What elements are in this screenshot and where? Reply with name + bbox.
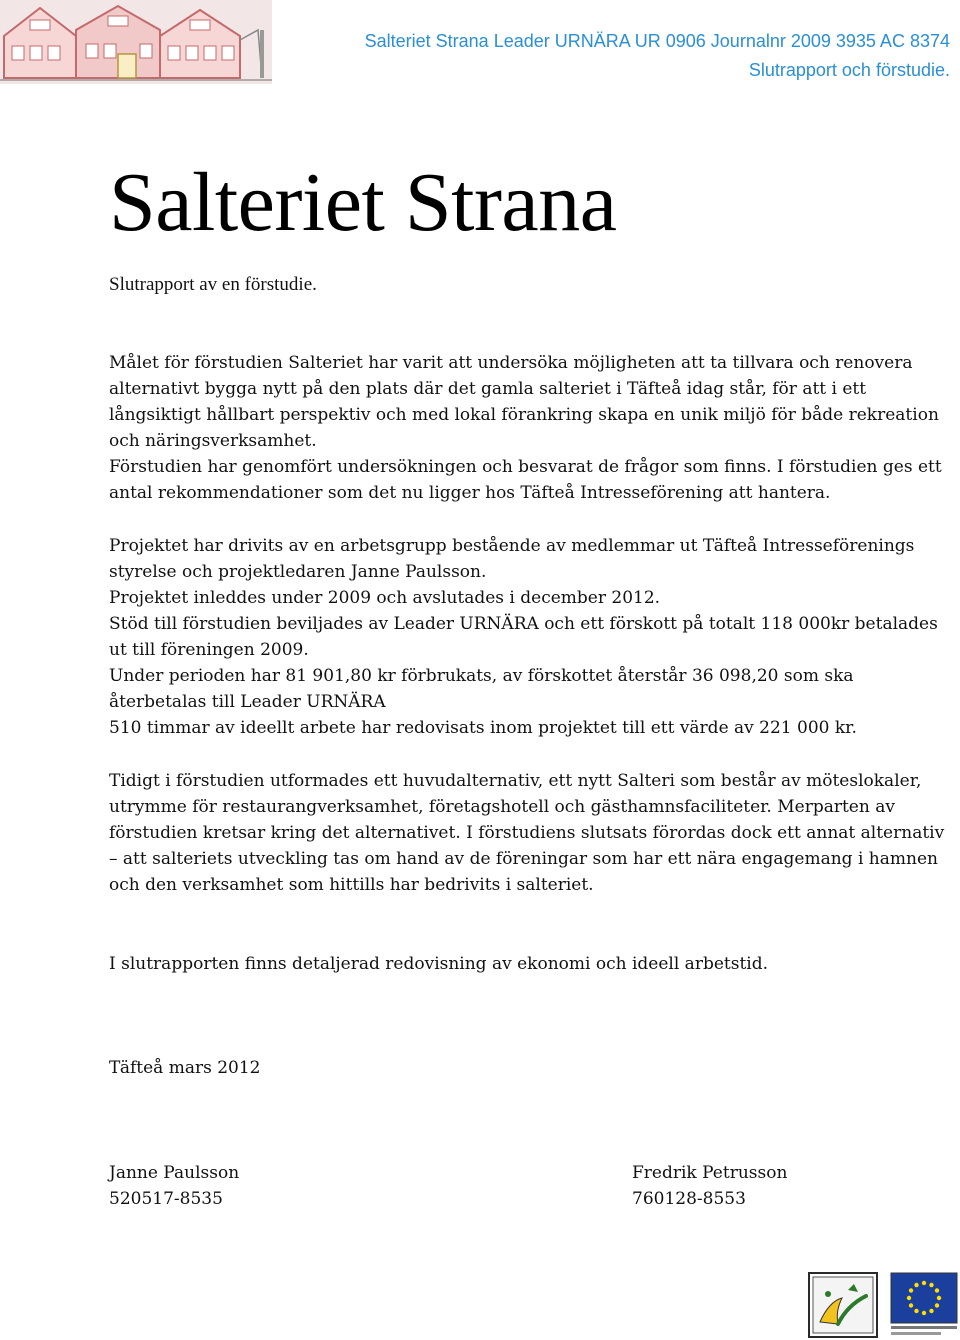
signatory-id: 520517-8535 — [109, 1189, 223, 1209]
signatory-name: Janne Paulsson — [109, 1163, 240, 1183]
paragraph-goal — [109, 350, 959, 506]
text-line: Förstudien har genomfört undersökningen och besvarat de frågor som finns. I förstudien ges ett — [109, 457, 942, 477]
eu-star-icon — [909, 1288, 913, 1292]
text-line: långsiktigt hållbart perspektiv och med lokal förankring skapa en unik miljö för både rekreation — [109, 405, 939, 425]
text-line: Under perioden har 81 901,80 kr förbrukats, av förskottet återstår 36 098,20 som ska — [109, 666, 854, 686]
signatory-name: Fredrik Petrusson — [632, 1163, 788, 1183]
text-line: Projektet har drivits av en arbetsgrupp bestående av medlemmar ut Täfteå Intresseförenings — [109, 536, 915, 556]
text-line: – att salteriets utveckling tas om hand av de föreningar som har ett nära engagemang i hamnen — [109, 849, 938, 869]
eu-star-icon — [929, 1309, 933, 1313]
eu-flag-logo-icon — [890, 1272, 958, 1338]
header-report-type: Slutrapport och förstudie. — [748, 60, 950, 80]
text-line: Täfteå mars 2012 — [109, 1058, 261, 1078]
text-line: antal rekommendationer som det nu ligger hos Täfteå Intresseförening att hantera. — [109, 483, 831, 503]
eu-star-icon — [922, 1281, 926, 1285]
text-line: 510 timmar av ideellt arbete har redovisats inom projektet till ett värde av 221 000 kr. — [109, 718, 857, 738]
leader-logo-icon — [808, 1272, 878, 1338]
paragraph-project — [109, 533, 959, 741]
text-line: I slutrapporten finns detaljerad redovisning av ekonomi och ideell arbetstid. — [109, 954, 768, 974]
text-line: styrelse och projektledaren Janne Paulsson. — [109, 562, 487, 582]
text-line: Stöd till förstudien beviljades av Leader URNÄRA och ett förskott på totalt 118 000kr betalades — [109, 614, 938, 634]
eu-star-icon — [935, 1288, 939, 1292]
header-reference-line: Salteriet Strana Leader URNÄRA UR 0906 Journalnr 2009 3935 AC 8374 — [364, 31, 950, 51]
text-line: återbetalas till Leader URNÄRA — [109, 692, 386, 712]
eu-star-icon — [935, 1303, 939, 1307]
eu-star-icon — [909, 1303, 913, 1307]
text-line: Tidigt i förstudien utformades ett huvudalternativ, ett nytt Salteri som består av möteslokaler, — [109, 771, 922, 791]
signature-block-2 — [632, 1160, 787, 1212]
text-line: förstudien kretsar kring det alternativet. I förstudiens slutsats förordas dock ett annat alternativ — [109, 823, 945, 843]
eu-star-icon — [914, 1309, 918, 1313]
eu-star-icon — [907, 1296, 911, 1300]
document-title: Salteriet Strana — [109, 156, 617, 249]
document-subtitle: Slutrapport av en förstudie. — [109, 274, 317, 295]
signature-block-1 — [109, 1160, 239, 1212]
text-line: utrymme för restaurangverksamhet, företagshotell och gästhamnsfaciliteter. Merparten av — [109, 797, 895, 817]
text-line: och den verksamhet som hittills har bedrivits i salteriet. — [109, 875, 594, 895]
eu-star-icon — [922, 1311, 926, 1315]
text-line: ut till föreningen 2009. — [109, 640, 309, 660]
text-line: alternativt bygga nytt på den plats där det gamla salteriet i Täfteå idag står, för att i ett — [109, 379, 867, 399]
salteriet-building-logo — [0, 0, 272, 84]
eu-star-icon — [914, 1283, 918, 1287]
text-line: Projektet inleddes under 2009 och avslutades i december 2012. — [109, 588, 661, 608]
text-line: Målet för förstudien Salteriet har varit att undersöka möjligheten att ta tillvara och renovera — [109, 353, 913, 373]
signatory-id: 760128-8553 — [632, 1189, 746, 1209]
place-date — [109, 1055, 959, 1081]
eu-star-icon — [937, 1296, 941, 1300]
eu-star-icon — [929, 1283, 933, 1287]
paragraph-final-report — [109, 951, 959, 977]
text-line: och näringsverksamhet. — [109, 431, 317, 451]
paragraph-alternatives — [109, 768, 959, 898]
